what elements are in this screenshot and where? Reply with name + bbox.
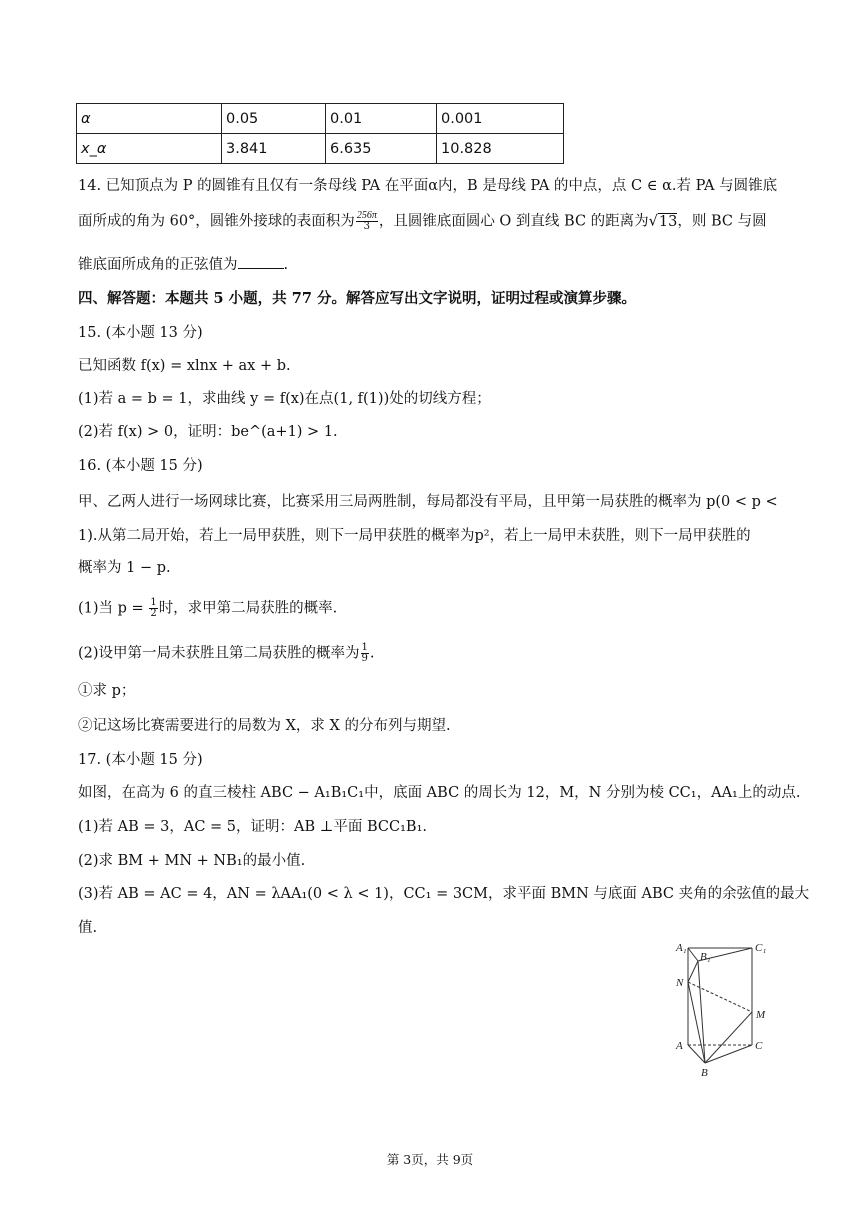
q16-line-3: 概率为 1 − p. [78, 560, 171, 576]
q16-line-5 [78, 643, 375, 664]
label-C: C [755, 1040, 763, 1052]
table-row [77, 134, 564, 164]
label-A: A [676, 1040, 683, 1052]
table-cell: 0.05 [222, 104, 326, 134]
q14-line-2 [78, 211, 767, 232]
q14-text: 锥底面所成角的正弦值为 [78, 257, 238, 273]
q16-line-6: ①求 p； [78, 683, 136, 699]
fraction-denominator: 9 [361, 653, 368, 664]
table-cell: α [77, 104, 222, 134]
q14-line-1: 14. 已知顶点为 P 的圆锥有且仅有一条母线 PA 在平面α内，B 是母线 PA 的中点，点 C ∈ α.若 PA 与圆锥底 [78, 178, 778, 194]
table-row [77, 104, 564, 134]
q14-text: ，且圆锥底面圆心 O 到直线 BC 的距离为 [378, 213, 649, 230]
fraction-denominator: 2 [150, 608, 157, 619]
q17-line-5: 值. [78, 920, 98, 936]
label-M: M [756, 1009, 766, 1021]
sqrt-symbol: √ [648, 213, 658, 230]
q15-line-2: (1)若 a = b = 1，求曲线 y = f(x)在点(1, f(1))处的切线方程； [78, 391, 491, 407]
page-footer: 第 3页，共 9页 [386, 1152, 474, 1167]
q17-line-3: (2)求 BM + MN + NB₁的最小值. [78, 853, 306, 869]
q14-text: 面所成的角为 60°，圆锥外接球的表面积为 [78, 213, 355, 230]
label-A1: A₁ [676, 942, 687, 954]
q16-line-2: 1).从第二局开始，若上一局甲获胜，则下一局甲获胜的概率为p²，若上一局甲未获胜，则下一局甲获胜的 [78, 528, 751, 544]
label-N: N [676, 977, 684, 989]
table-cell: 3.841 [222, 134, 326, 164]
q16-text: (2)设甲第一局未获胜且第二局获胜的概率为 [78, 645, 360, 662]
q17-line-4: (3)若 AB = AC = 4，AN = λAA₁(0 < λ < 1)，CC₁ = 3CM，求平面 BMN 与底面 ABC 夹角的余弦值的最大 [78, 886, 810, 902]
q17-header: 17. (本小题 15 分) [78, 752, 203, 768]
fraction-denominator: 3 [363, 221, 370, 232]
fraction [361, 643, 369, 664]
q16-line-1: 甲、乙两人进行一场网球比赛，比赛采用三局两胜制，每局都没有平局，且甲第一局获胜的概率为 p(0 < p < [78, 494, 778, 510]
q14-text: . [283, 257, 289, 273]
q14-line-3 [78, 254, 288, 275]
q16-line-4 [78, 598, 337, 619]
fraction-numerator: 1 [361, 642, 368, 653]
q16-text: . [369, 645, 375, 662]
sqrt-radicand: 13 [658, 213, 678, 230]
fraction-numerator: 256π [356, 210, 377, 221]
label-B1: B₁ [700, 951, 711, 963]
q16-text: (1)当 p = [78, 600, 149, 617]
prism-figure [660, 938, 780, 1083]
table-cell: 6.635 [326, 134, 437, 164]
q17-line-1: 如图，在高为 6 的直三棱柱 ABC − A₁B₁C₁中，底面 ABC 的周长为 12，M，N 分别为棱 CC₁，AA₁上的动点. [78, 785, 801, 801]
table-cell: x_α [77, 134, 222, 164]
answer-blank [238, 254, 284, 269]
table-cell: 0.01 [326, 104, 437, 134]
section-heading: 四、解答题：本题共 5 小题，共 77 分。解答应写出文字说明，证明过程或演算步骤。 [78, 290, 636, 307]
q16-header: 16. (本小题 15 分) [78, 458, 203, 474]
q15-line-1: 已知函数 f(x) = xlnx + ax + b. [78, 358, 291, 374]
fraction-numerator: 1 [150, 597, 157, 608]
label-B: B [701, 1067, 708, 1079]
fraction [149, 598, 157, 619]
q14-text: ，则 BC 与圆 [677, 213, 767, 230]
label-C1: C₁ [755, 942, 767, 954]
fraction [356, 211, 378, 232]
q16-line-7: ②记这场比赛需要进行的局数为 X，求 X 的分布列与期望. [78, 718, 451, 734]
table-cell: 0.001 [437, 104, 564, 134]
q17-line-2: (1)若 AB = 3，AC = 5，证明：AB ⊥平面 BCC₁B₁. [78, 819, 428, 835]
q16-text: 时，求甲第二局获胜的概率. [158, 600, 338, 617]
table-cell: 10.828 [437, 134, 564, 164]
q15-line-3: (2)若 f(x) > 0，证明：be^(a+1) > 1. [78, 424, 338, 440]
q15-header: 15. (本小题 13 分) [78, 325, 203, 341]
critical-value-table [76, 103, 564, 164]
